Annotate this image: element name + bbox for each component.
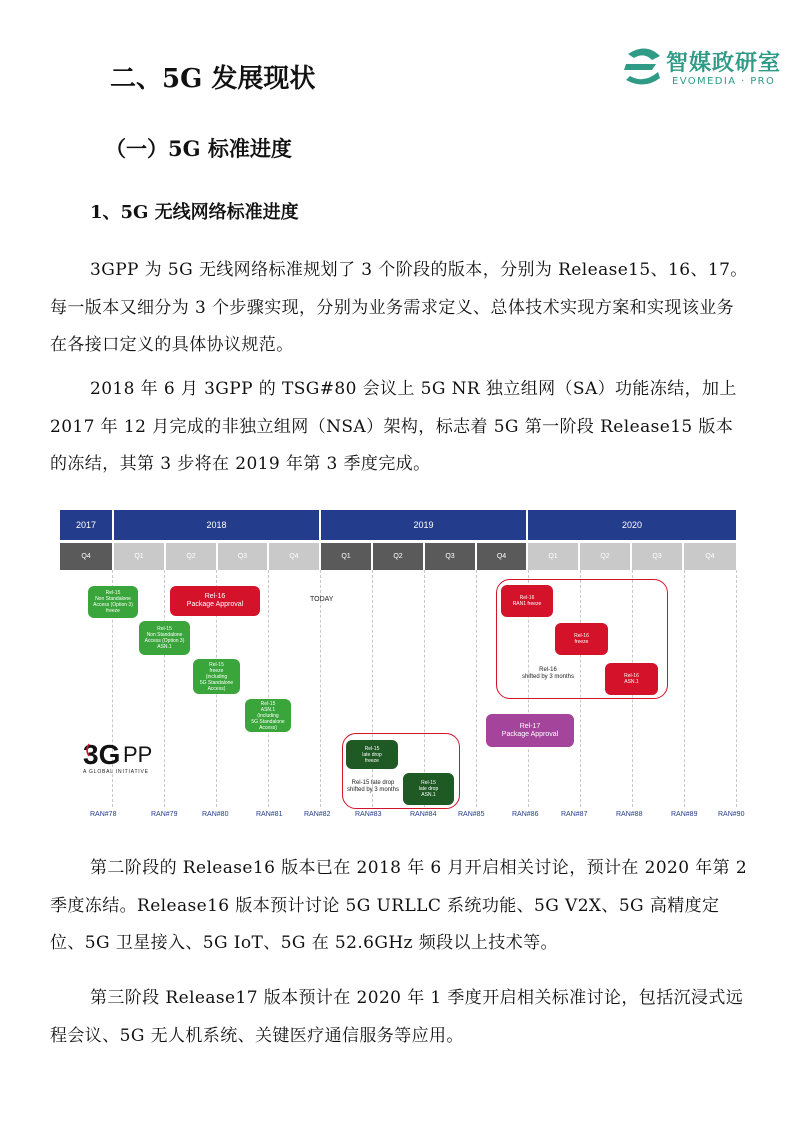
milestone-rel15-nsa-asn1: Rel-15 Non Standalone Access (Option 3) ASN.1	[139, 621, 190, 655]
logo-english-name: EVOMEDIA · PRO	[672, 76, 776, 87]
paragraph-release16: 第二阶段的 Release16 版本已在 2018 年 6 月开启相关讨论，预计在 2020 年第 2 季度冻结。Release16 版本预计讨论 5G URLLC 系统功能、5G V2X、5G 高精度定位、5G 卫星接入、5G IoT、5G 在 52.6GHz 频段以上技术等。	[50, 858, 748, 953]
rel16-shift-note: Rel-16 shifted by 3 months	[521, 667, 575, 680]
quarter-2018-q2: Q2	[166, 543, 216, 570]
ran-label: RAN#82	[304, 811, 331, 818]
year-2020: 2020	[528, 510, 736, 540]
paragraph-rel15-freeze: 2018 年 6 月 3GPP 的 TSG#80 会议上 5G NR 独立组网（SA）功能冻结，加上 2017 年 12 月完成的非独立组网（NSA）架构，标志着 5G 第一阶段 Release15 版本的冻结，其第 3 步将在 2019 年第 3 季度完成。	[50, 379, 737, 474]
gridline	[476, 570, 477, 807]
ran-label: RAN#84	[410, 811, 437, 818]
ran-label: RAN#81	[256, 811, 283, 818]
today-marker: TODAY	[310, 596, 334, 603]
gridline	[736, 570, 737, 807]
svg-text:PP: PP	[123, 742, 153, 767]
ran-label: RAN#86	[512, 811, 539, 818]
gridline	[320, 570, 321, 807]
gridline	[684, 570, 685, 807]
quarter-2017-q4: Q4	[60, 543, 112, 570]
milestone-rel15-nsa-freeze: Rel-15 Non Standalone Access (Option 3) freeze	[88, 586, 138, 618]
item-heading: 1、5G 无线网络标准进度	[90, 202, 299, 223]
paragraph-release17: 第三阶段 Release17 版本预计在 2020 年 1 季度开启相关标准讨论，包括沉浸式远程会议、5G 无人机系统、关键医疗通信服务等应用。	[50, 988, 744, 1046]
ran-label: RAN#90	[718, 811, 745, 818]
year-2017: 2017	[60, 510, 112, 540]
quarter-2020-q4: Q4	[684, 543, 736, 570]
milestone-rel15-late-drop-freeze: Rel-15 late drop freeze	[346, 740, 398, 769]
quarter-2019-q2: Q2	[373, 543, 423, 570]
rel15-late-drop-note: Rel-15 late drop shifted by 3 months	[346, 780, 400, 793]
3gpp-logo	[83, 738, 159, 773]
quarter-2020-q3: Q3	[632, 543, 682, 570]
paragraph-release-plan: 3GPP 为 5G 无线网络标准规划了 3 个阶段的版本，分别为 Release15、16、17。每一版本又细分为 3 个步骤实现，分别为业务需求定义、总体技术实现方案和实现该业务在各接口定义的具体协议规范。	[50, 260, 748, 355]
milestone-rel15-late-drop-asn1: Rel-15 late drop ASN.1	[403, 773, 454, 805]
evomedia-logo	[622, 40, 782, 100]
ran-label: RAN#89	[671, 811, 698, 818]
evomedia-logo-mark-icon	[622, 44, 666, 88]
milestone-rel16-ran1-freeze: Rel-16 RAN1 freeze	[501, 585, 553, 617]
milestone-rel16-asn1: Rel-16 ASN.1	[605, 663, 658, 695]
milestone-rel16-package-approval: Rel-16 Package Approval	[170, 586, 260, 616]
quarter-2020-q1: Q1	[528, 543, 578, 570]
subsection-heading: （一）5G 标准进度	[105, 136, 292, 161]
quarter-2020-q2: Q2	[580, 543, 630, 570]
year-2018: 2018	[114, 510, 319, 540]
year-2019: 2019	[321, 510, 526, 540]
quarter-2018-q4: Q4	[269, 543, 319, 570]
ran-label: RAN#83	[355, 811, 382, 818]
ran-label: RAN#78	[90, 811, 117, 818]
milestone-rel16-freeze: Rel-16 freeze	[555, 623, 608, 655]
section-heading: 二、5G 发展现状	[110, 64, 316, 94]
3gpp-logo-icon	[83, 738, 159, 768]
milestone-rel17-package-approval: Rel-17 Package Approval	[486, 714, 574, 747]
svg-text:3G: 3G	[83, 739, 121, 768]
gridline	[268, 570, 269, 807]
quarter-2019-q1: Q1	[321, 543, 371, 570]
3gpp-timeline-figure	[50, 495, 750, 835]
3gpp-tagline: A GLOBAL INITIATIVE	[83, 769, 149, 775]
milestone-rel15-sa-asn1: Rel-15 ASN.1 (including 5G Standalone Access)	[245, 699, 291, 732]
ran-label: RAN#79	[151, 811, 178, 818]
ran-label: RAN#85	[458, 811, 485, 818]
logo-chinese-name: 智媒政研室	[666, 51, 782, 76]
quarter-2018-q1: Q1	[114, 543, 164, 570]
quarter-2019-q3: Q3	[425, 543, 475, 570]
gridline	[164, 570, 165, 807]
quarter-2019-q4: Q4	[477, 543, 526, 570]
milestone-rel15-sa-freeze: Rel-15 freeze (including 5G Standalone Access)	[193, 659, 240, 694]
ran-label: RAN#80	[202, 811, 229, 818]
ran-label: RAN#87	[561, 811, 588, 818]
quarter-2018-q3: Q3	[218, 543, 267, 570]
ran-label: RAN#88	[616, 811, 643, 818]
